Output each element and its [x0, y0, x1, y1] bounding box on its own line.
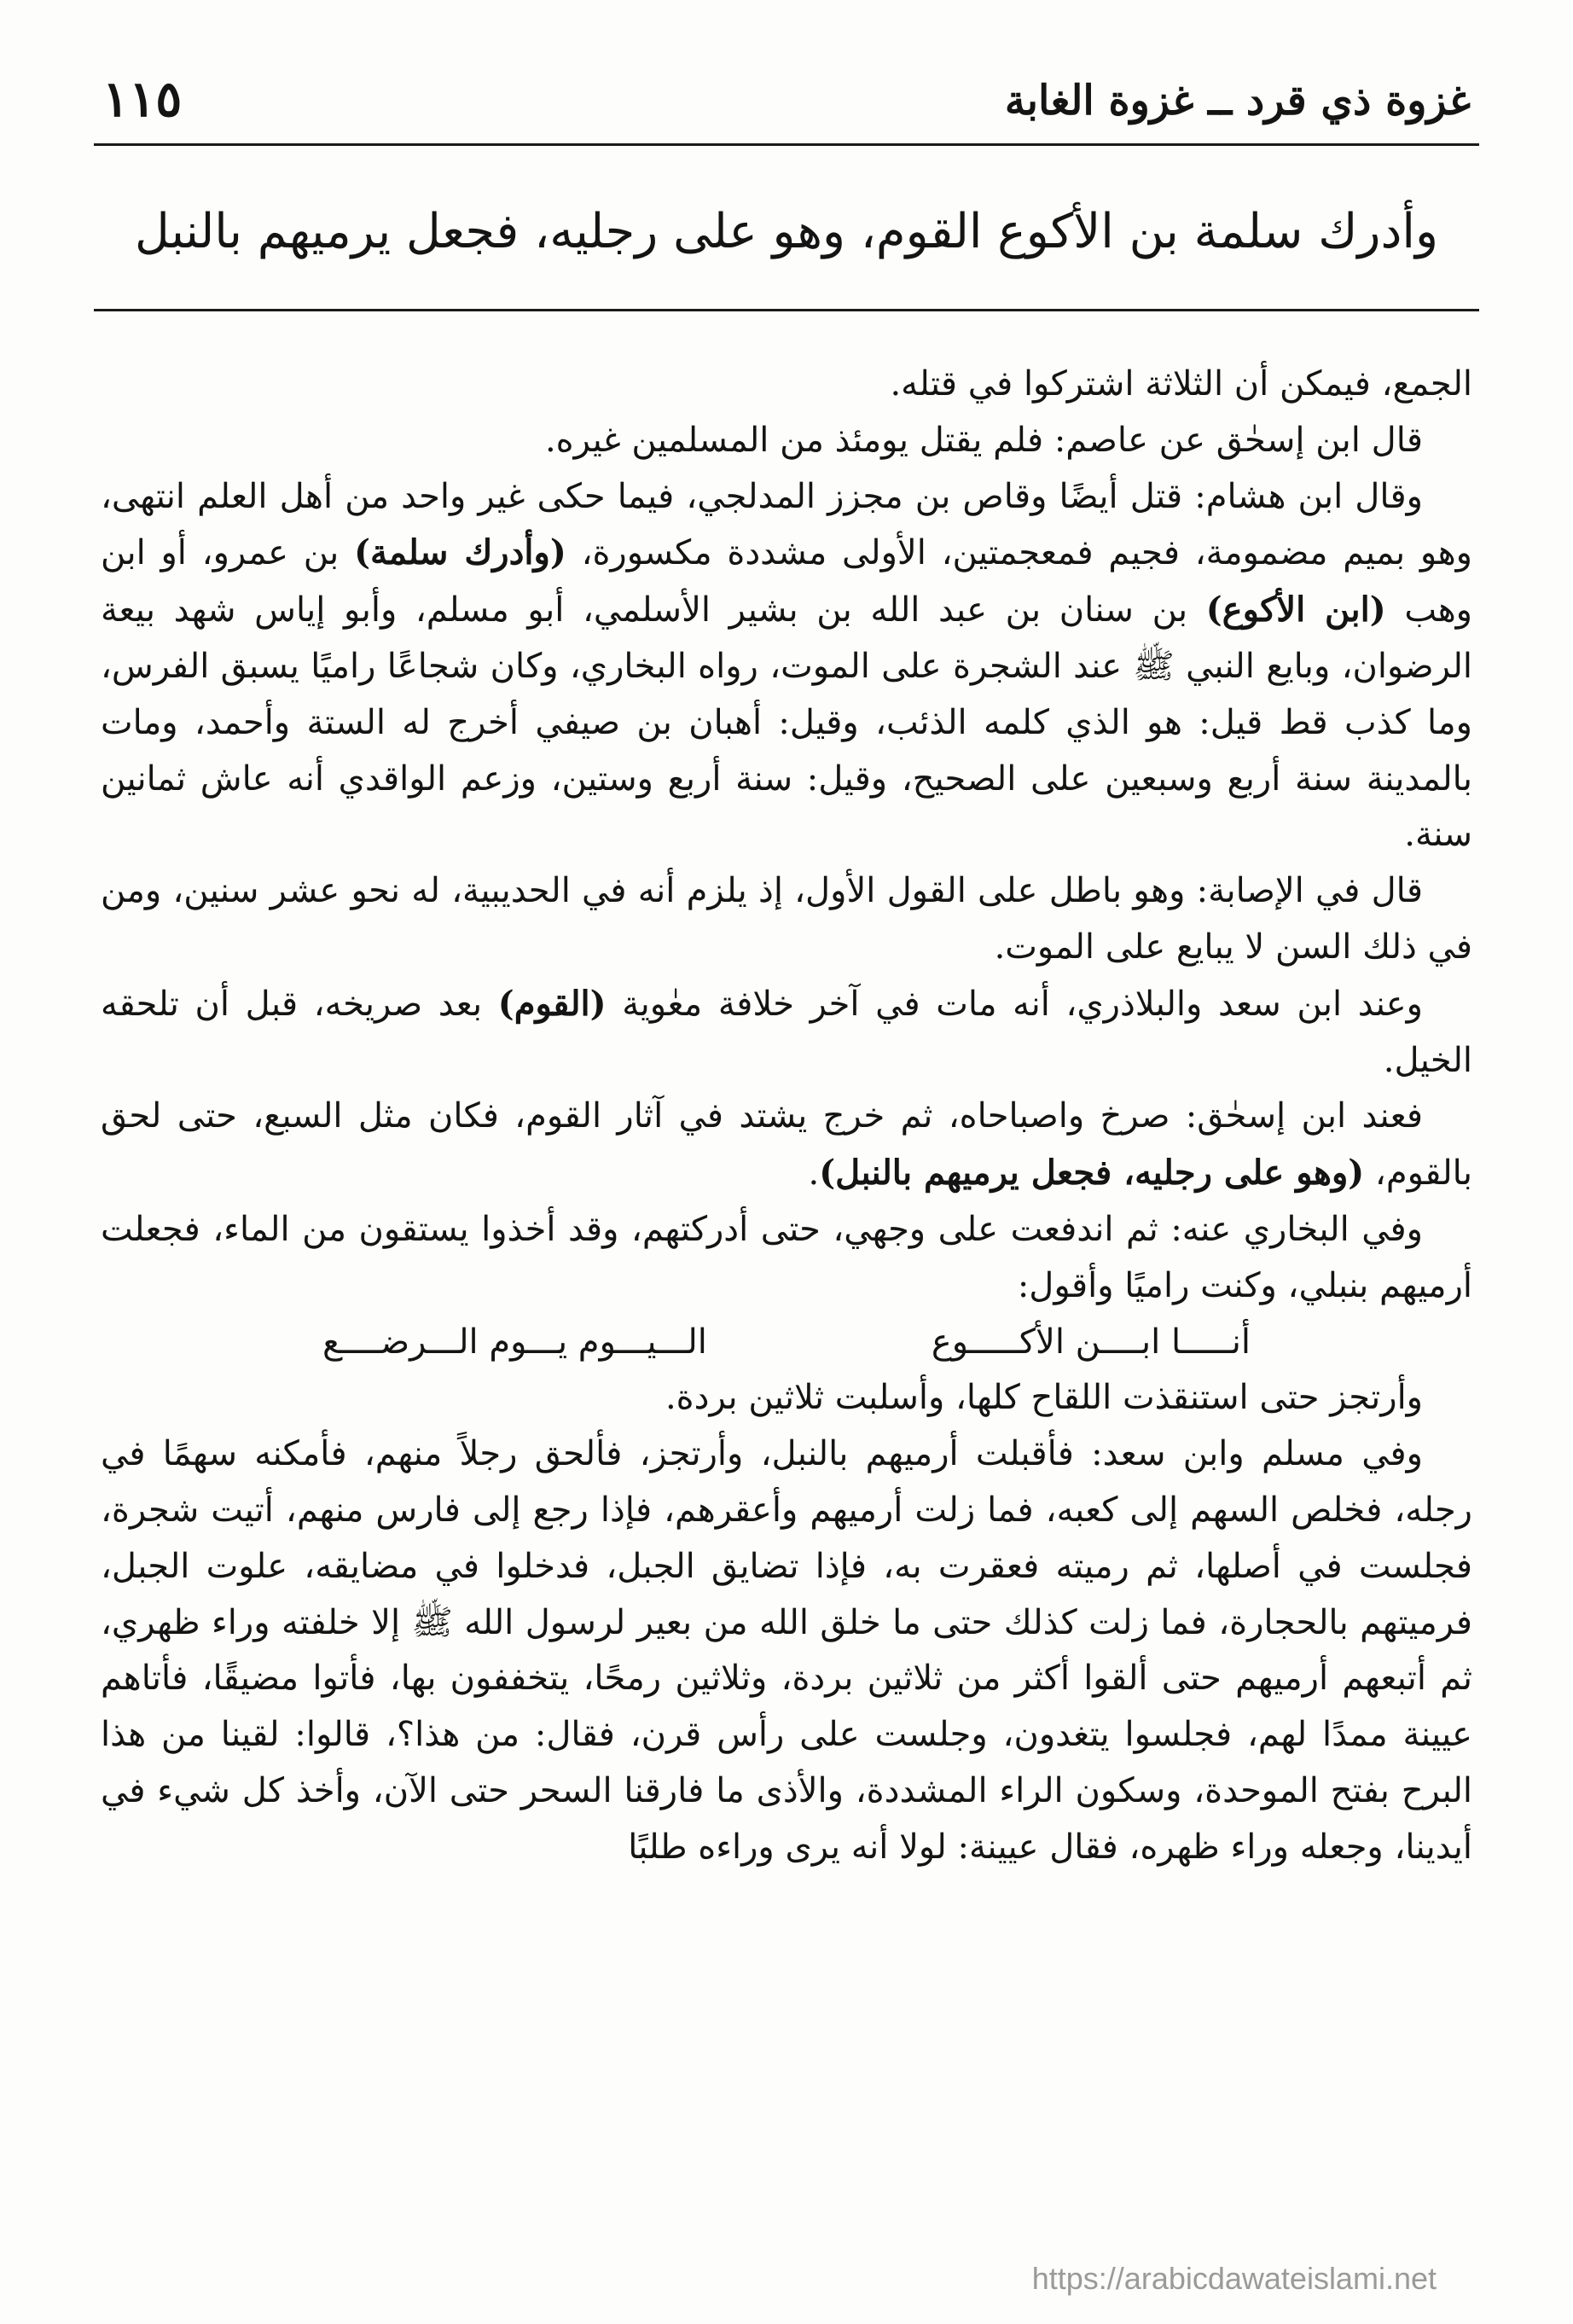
- text-run: وفي البخاري عنه: ثم اندفعت على وجهي، حتى أدركتهم، وقد أخذوا يستقون من الماء، فجعلت أرميهم بنبلي، وكنت راميًا وأقول:: [101, 1209, 1472, 1305]
- paragraph: [101, 413, 1472, 469]
- text-run: وأرتجز حتى استنقذت اللقاح كلها، وأسلبت ثلاثين بردة.: [665, 1378, 1423, 1418]
- paragraph: [101, 976, 1472, 1089]
- text-run: .: [808, 1153, 820, 1194]
- text-run: بن سنان بن عبد الله بن بشير الأسلمي، أبو مسلم، وأبو إياس شهد بيعة الرضوان، وبايع النبي ﷺ عند الشجرة على الموت، رواه البخاري، وكان شجاعًا راميًا يسبق الفرس، وما كذب قط قيل: هو الذي كلمه الذئب، وقيل: أهبان بن صيفي أخرج له الستة وأحمد، ومات بالمدينة سنة أربع وسبعين على الصحيح، وقيل: سنة أربع وستين، وزعم الواقدي أنه عاش ثمانين سنة.: [101, 590, 1472, 855]
- text-run: فعند ابن إسحٰق: صرخ واصباحاه، ثم خرج يشتد في آثار القوم، فكان مثل السبع، حتى لحق بالقوم،: [101, 1096, 1472, 1194]
- verse-hemistich-first: أنـــــا ابــــن الأكـــــوع: [931, 1322, 1251, 1362]
- banner-rule: [94, 309, 1479, 311]
- paragraph: [101, 863, 1472, 976]
- text-run: وقال ابن هشام: قتل أيضًا وقاص بن مجزز المدلجي، فيما حكى غير واحد من أهل العلم انتهى، وهو بميم مضمومة، فجيم فمعجمتين، الأولى مشددة مكسورة،: [101, 476, 1472, 573]
- paragraph: [101, 1370, 1472, 1426]
- bold-quote: (وأدرك سلمة): [354, 532, 566, 573]
- paragraph: [101, 357, 1472, 413]
- text-run: وفي مسلم وابن سعد: فأقبلت أرميهم بالنبل، وأرتجز، فألحق رجلاً منهم، فأمكنه سهمًا في رجله، فخلص السهم إلى كعبه، فما زلت أرميهم وأعقرهم، فإذا رجع إلى فارس منهم، أتيت شجرة، فجلست في أصلها، ثم رميته فعقرت به، فإذا تضايق الجبل، فدخلوا في مضايقه، علوت الجبل، فرميتهم بالحجارة، فما زلت كذلك حتى ما خلق الله من بعير لرسول الله ﷺ إلا خلفته وراء ظهري، ثم أتبعهم أرميهم حتى ألقوا أكثر من ثلاثين بردة، وثلاثين رمحًا، يتخففون بها، فأتوا مضيقًا، فأتاهم عيينة ممدًا لهم، فجلسوا يتغدون، وجلست على رأس قرن، فقال: من هذا؟، قالوا: لقينا من هذا البرح بفتح الموحدة، وسكون الراء المشددة، والأذى ما فارقنا السحر حتى الآن، وأخذ كل شيء في أيدينا، وجعله وراء ظهره، فقال عيينة: لولا أنه يرى وراءه طلبًا: [101, 1434, 1472, 1867]
- paragraph: [101, 1426, 1472, 1875]
- paragraphs-after-verse: [101, 1370, 1472, 1875]
- text-run: الجمع، فيمكن أن الثلاثة اشتركوا في قتله.: [890, 364, 1472, 404]
- verse-line: [101, 1315, 1472, 1371]
- verse-hemistich-second: الـــيـــوم يـــوم الـــرضــــع: [322, 1322, 707, 1362]
- paragraph: [101, 1089, 1472, 1202]
- paragraph: [101, 1202, 1472, 1315]
- body-text: [101, 357, 1472, 1876]
- header-rule: [94, 143, 1479, 146]
- paragraph: [101, 469, 1472, 864]
- chapter-banner: وأدرك سلمة بن الأكوع القوم، وهو على رجليه، فجعل يرميهم بالنبل: [135, 204, 1438, 259]
- running-title: غزوة ذي قرد ــ غزوة الغابة: [1004, 77, 1471, 125]
- bold-quote: (ابن الأكوع): [1205, 590, 1386, 630]
- text-run: وعند ابن سعد والبلاذري، أنه مات في آخر خلافة معٰوية: [606, 984, 1423, 1024]
- text-run: قال في الإصابة: وهو باطل على القول الأول، إذ يلزم أنه في الحديبية، له نحو عشر سنين، ومن في ذلك السن لا يبايع على الموت.: [101, 871, 1472, 967]
- bold-quote: (القوم): [497, 983, 607, 1024]
- page-header: [102, 70, 1471, 138]
- page-number: ١١٥: [102, 70, 183, 128]
- text-run: بن عمرو، أو ابن وهب: [101, 533, 1473, 630]
- paragraphs-before-verse: [101, 357, 1472, 1315]
- watermark-url: https://arabicdawateislami.net: [1031, 2261, 1437, 2296]
- text-run: قال ابن إسحٰق عن عاصم: فلم يقتل يومئذ من المسلمين غيره.: [544, 420, 1423, 460]
- bold-quote: (وهو على رجليه، فجعل يرميهم بالنبل): [819, 1153, 1365, 1194]
- text-run: بعد صريخه، قبل أن تلحقه الخيل.: [101, 984, 1472, 1080]
